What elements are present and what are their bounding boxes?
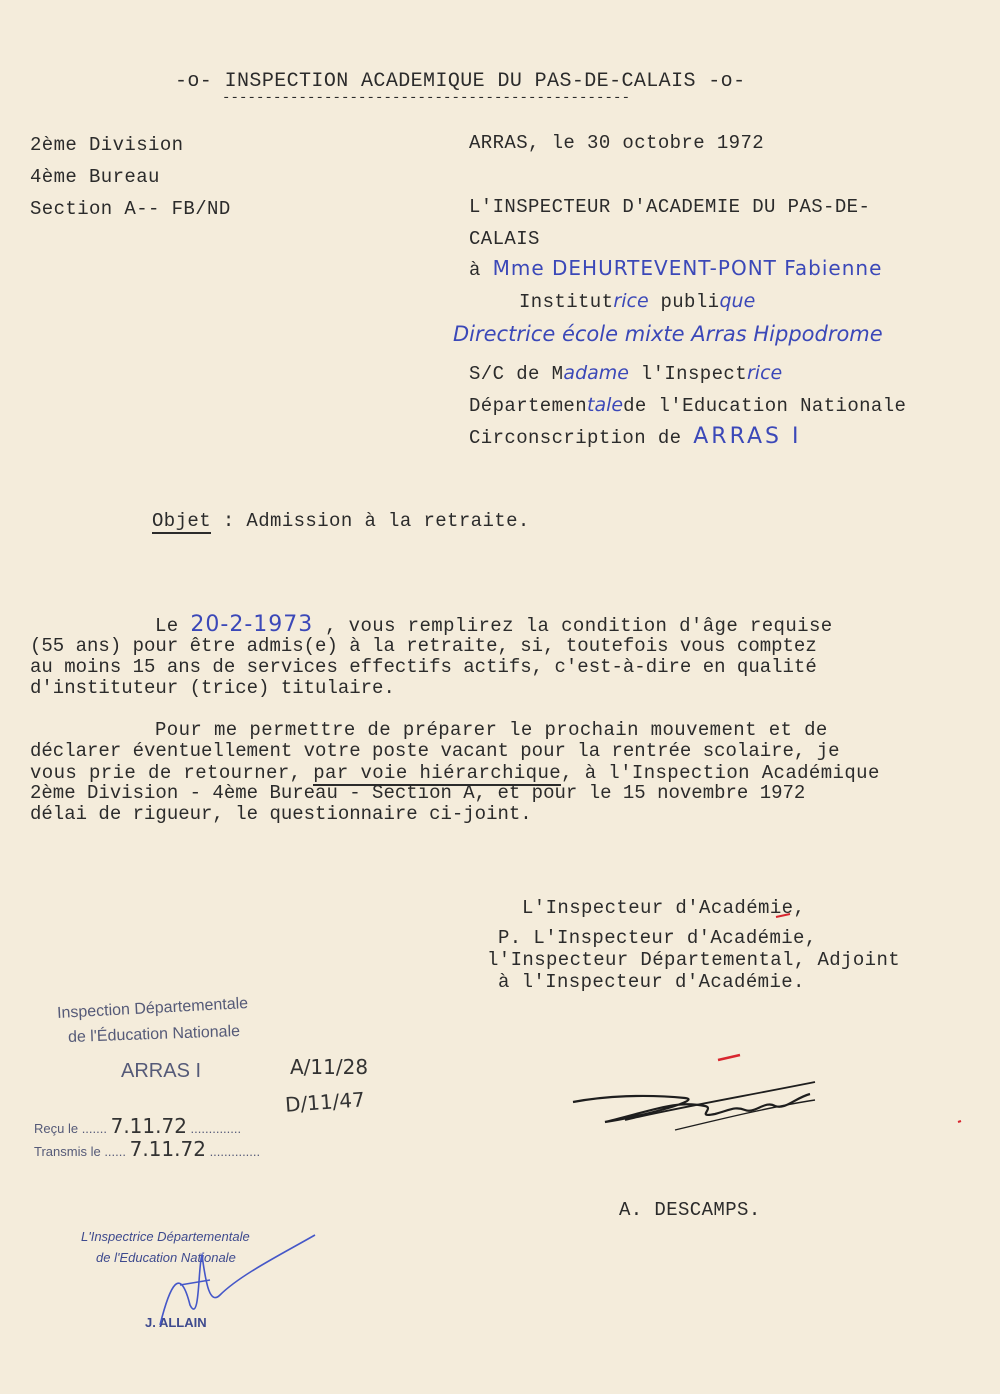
recu-date: 7.11.72: [110, 1114, 187, 1138]
circ-label: Circonscription de: [469, 427, 694, 449]
signature-descamps: [565, 1070, 825, 1140]
sender-line-1: L'INSPECTEUR D'ACADEMIE DU PAS-DE-: [469, 196, 871, 218]
transmis-date: 7.11.72: [129, 1137, 206, 1161]
body-p1-line3: au moins 15 ans de services effectifs actifs, c'est-à-dire en qualité: [30, 656, 817, 678]
p1-start: Le: [155, 615, 191, 637]
dept-line: [469, 394, 906, 417]
object-sep: :: [211, 510, 247, 532]
stamp-inspectrice-name: J. ALLAIN: [145, 1315, 207, 1330]
object-label: Objet: [152, 510, 212, 532]
stamp-received-line3: ARRAS I: [121, 1060, 202, 1082]
object-line: [152, 510, 530, 532]
title-hw-2: que: [719, 290, 756, 312]
sc-line: [469, 362, 782, 385]
recipient-position-handwritten: Directrice école mixte Arras Hippodrome: [453, 322, 883, 346]
sc-hw-b: rice: [747, 362, 783, 384]
pencil-annotation-2: D/11/47: [284, 1087, 366, 1117]
sc-typed-a: S/C de M: [469, 363, 564, 385]
title-hw-1: rice: [613, 290, 649, 312]
pencil-annotation-1: A/11/28: [290, 1055, 369, 1079]
sig-line-1: L'Inspecteur d'Académie,: [522, 897, 806, 919]
body-p1-line4: d'instituteur (trice) titulaire.: [30, 677, 395, 699]
recipient-title-line: [519, 290, 755, 313]
sig-line-3: l'Inspecteur Départemental, Adjoint: [487, 949, 901, 971]
body-p1-line1: [155, 612, 833, 637]
circ-hw: ARRAS I: [693, 424, 802, 449]
sig-line-4: à l'Inspecteur d'Académie.: [498, 971, 805, 993]
recipient-prefix: à: [469, 259, 493, 281]
section-line: Section A-- FB/ND: [30, 198, 231, 220]
recipient-name-handwritten: Mme DEHURTEVENT-PONT Fabienne: [492, 256, 883, 280]
p2-l3-underlined: par voie hiérarchique: [313, 762, 562, 784]
inspectrice-signature: [150, 1225, 330, 1335]
sc-typed-b: l'Inspect: [640, 363, 747, 385]
title-typed-1: Institut: [519, 291, 614, 313]
body-p2-line2: déclarer éventuellement votre poste vacant pour la rentrée scolaire, je: [30, 740, 840, 762]
transmis-label: Transmis le: [34, 1144, 101, 1159]
stamp-received-line2: de l'Éducation Nationale: [67, 1023, 241, 1046]
sc-hw-a: adame: [563, 362, 629, 384]
recu-label: Reçu le: [34, 1121, 79, 1136]
dept-typed-a: Départemen: [469, 395, 588, 417]
body-p2-line3: [30, 762, 880, 784]
sig-line-2: P. L'Inspecteur d'Académie,: [498, 927, 817, 949]
sender-line-2: CALAIS: [469, 228, 540, 250]
dept-typed-b: de l'Education Nationale: [623, 395, 907, 417]
p1-rest: , vous remplirez la condition d'âge requise: [313, 615, 833, 637]
dept-hw: tale: [587, 394, 624, 416]
stamp-inspectrice-line2: de l'Education Nationale: [96, 1250, 236, 1265]
title-typed-2: publi: [648, 291, 720, 313]
bureau-line: 4ème Bureau: [30, 166, 160, 188]
body-p2-line5: délai de rigueur, le questionnaire ci-joint.: [30, 803, 532, 825]
recipient-line: [469, 256, 882, 281]
circonscription-line: [469, 424, 801, 449]
p2-l3-b: , à l'Inspection Académique: [561, 762, 880, 784]
transmis-line: Transmis le ...... 7.11.72 ..............: [34, 1137, 261, 1161]
body-p1-line2: (55 ans) pour être admis(e) à la retraite, si, toutefois vous comptez: [30, 635, 817, 657]
date-line: ARRAS, le 30 octobre 1972: [469, 132, 765, 154]
letterhead-title: -o- INSPECTION ACADEMIQUE DU PAS-DE-CALAIS -o-: [175, 70, 746, 93]
p2-l3-a: vous prie de retourner,: [30, 762, 314, 784]
recu-line: Reçu le ....... 7.11.72 ..............: [34, 1114, 242, 1138]
object-text: Admission à la retraite.: [246, 510, 530, 532]
letterhead-rule: ------------------------------------------------: [222, 90, 631, 106]
body-p2-line4: 2ème Division - 4ème Bureau - Section A, et pour le 15 novembre 1972: [30, 782, 806, 804]
stamp-received-line1: Inspection Départementale: [56, 995, 249, 1022]
division-line: 2ème Division: [30, 134, 184, 156]
stamp-inspectrice-line1: L'Inspectrice Départementale: [81, 1229, 250, 1244]
signatory-name: A. DESCAMPS.: [619, 1199, 761, 1221]
body-p2-line1: Pour me permettre de préparer le prochain mouvement et de: [155, 719, 828, 741]
p1-date-handwritten: 20-2-1973: [190, 612, 314, 637]
